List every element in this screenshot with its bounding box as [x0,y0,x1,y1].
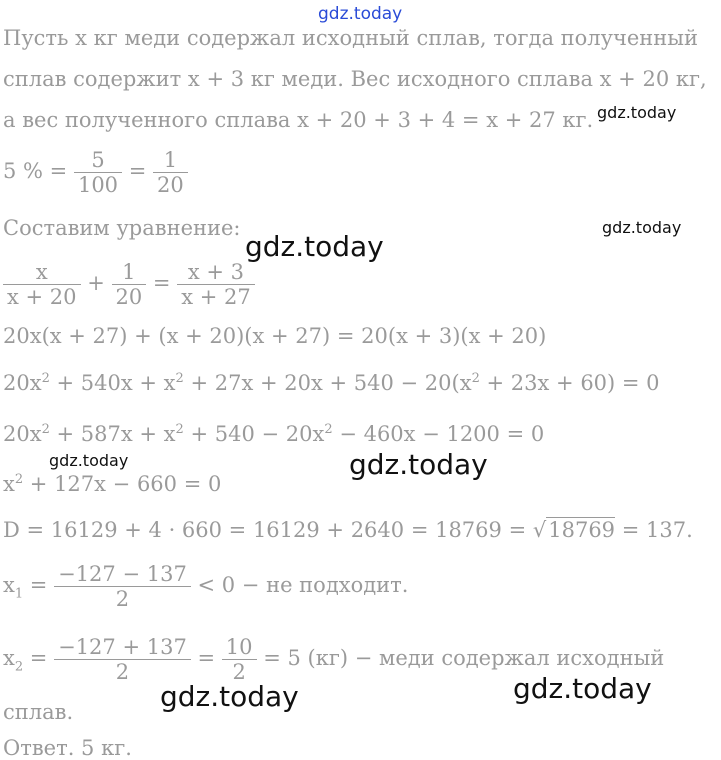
term: + 127x − 660 = 0 [23,472,222,496]
exponent: 2 [324,422,333,437]
term: D = 16129 + 4 · 660 = 16129 + 2640 = 18769 = √ [3,518,547,542]
fraction [177,260,255,309]
answer-line: Ответ. 5 кг. [3,736,132,760]
exponent: 2 [175,422,184,437]
fraction [54,562,191,611]
sqrt-radicand: 18769 [548,518,616,542]
term: − 460x − 1200 = 0 [332,422,545,446]
equals-sign: = [128,159,147,184]
denominator: 2 [232,660,246,685]
variable: x [3,646,15,671]
watermark: gdz.today [49,451,129,470]
term: 20x [3,422,42,446]
watermark: gdz.today [245,230,384,263]
term: < 0 − не подходит. [197,573,409,598]
denominator: 20 [115,285,143,310]
denominator: 100 [77,173,119,198]
watermark: gdz.today [597,103,677,122]
term: + 587x + x [49,422,176,446]
term: + 23x + 60) = 0 [479,371,660,395]
equation-line-1 [3,260,255,309]
term: 20x [3,371,42,395]
term: x [3,472,15,496]
equation-line-3 [3,372,660,394]
watermark: gdz.today [160,680,299,713]
equation-line-2: 20x(x + 27) + (x + 20)(x + 27) = 20(x + 3)(x + 20) [3,324,547,348]
subscript: 2 [14,659,24,675]
fraction [153,148,188,197]
term: = 137. [615,518,693,542]
numerator: 1 [163,148,178,172]
denominator: x + 20 [7,285,77,310]
root-x2-line [3,635,664,684]
plus-sign: + [87,271,105,296]
fraction [112,260,147,309]
text-line-1: Пусть x кг меди содержал исходный сплав, тогда полученный [3,26,698,50]
denominator: 2 [115,587,130,612]
fraction [222,635,257,684]
numerator: −127 − 137 [58,562,187,586]
equation-line-4 [3,423,544,445]
denominator: 2 [115,660,130,685]
watermark: gdz.today [602,218,682,237]
text-line-2: сплав содержит x + 3 кг меди. Вес исходного сплава x + 20 кг, [3,67,707,91]
numerator: x [35,260,48,284]
equals-sign: = [152,271,171,296]
exponent: 2 [471,371,480,386]
term: = 5 (кг) − меди содержал исходный [263,646,665,671]
exponent: 2 [41,371,50,386]
text-line-3: а вес полученного сплава x + 20 + 3 + 4 = x + 27 кг. [3,108,594,132]
percent-line [3,148,188,197]
fraction [74,148,122,197]
numerator: −127 + 137 [58,635,187,659]
equals-sign: = [197,646,216,671]
exponent: 2 [14,472,24,487]
equation-line-5 [3,473,221,495]
watermark: gdz.today [349,448,488,481]
equation-title: Составим уравнение: [3,216,241,240]
watermark: gdz.today [513,672,652,705]
denominator: 20 [157,173,184,198]
root-x1-line [3,562,408,611]
watermark: gdz.today [318,4,403,24]
numerator: 10 [225,635,253,659]
percent-left: 5 % = [3,159,68,184]
exponent: 2 [41,422,50,437]
numerator: 1 [122,260,136,284]
denominator: x + 27 [181,285,251,310]
equals-sign: = [23,646,48,671]
equals-sign: = [23,573,48,598]
term: + 540x + x [49,371,176,395]
numerator: 5 [91,148,105,172]
exponent: 2 [175,371,184,386]
numerator: x + 3 [187,260,245,284]
subscript: 1 [14,586,24,602]
text-line-splav: сплав. [3,700,74,724]
fraction [54,635,191,684]
variable: x [3,573,15,598]
fraction [3,260,81,309]
discriminant-line [3,520,693,541]
term: + 27x + 20x + 540 − 20(x [183,371,472,395]
term: + 540 − 20x [183,422,325,446]
